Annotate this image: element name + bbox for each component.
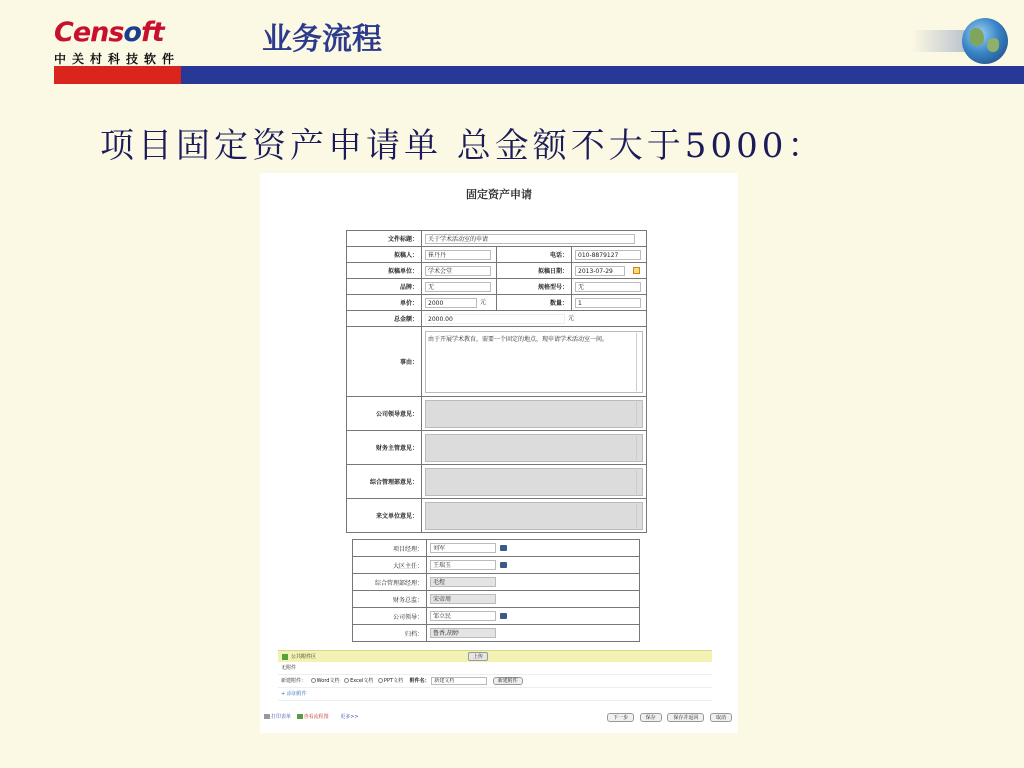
new-attachment-button[interactable]: 新建附件 <box>493 677 523 685</box>
approver-label: 综合管理部经理： <box>353 574 427 591</box>
logo-subtitle: 中关村科技软件 <box>54 52 181 66</box>
radio-ppt-label: PPT文档 <box>383 678 403 684</box>
unit-label: 拟稿单位： <box>347 263 422 279</box>
leader-opinion-label: 公司领导意见： <box>347 397 422 431</box>
total-label: 总金额： <box>347 311 422 327</box>
save-button[interactable]: 保存 <box>640 713 662 722</box>
approver-row <box>353 574 640 591</box>
new-attachment-label: 新建附件： <box>281 678 307 684</box>
admin-opinion-label: 综合管理部意见： <box>347 465 422 499</box>
leader-opinion-textarea <box>425 400 643 428</box>
drafter-input[interactable]: 崔丹丹 <box>425 250 491 260</box>
phone-label: 电话： <box>497 247 572 263</box>
brand-input[interactable]: 无 <box>425 282 491 292</box>
header-red-bar <box>54 66 181 84</box>
attachment-icon <box>282 654 288 660</box>
reason-label: 事由： <box>347 327 422 397</box>
radio-excel[interactable] <box>344 678 349 683</box>
user-picker-icon[interactable] <box>500 613 507 619</box>
approver-label: 归档： <box>353 625 427 642</box>
approver-label: 大区主任： <box>353 557 427 574</box>
next-button[interactable]: 下一步 <box>607 713 634 722</box>
attachment-header <box>278 650 712 662</box>
reason-scrollbar[interactable] <box>636 333 641 391</box>
footer-buttons <box>603 712 732 724</box>
attachment-name-label: 附件名： <box>409 678 430 684</box>
application-form <box>346 230 647 533</box>
flowchart-icon <box>297 714 303 719</box>
calendar-icon[interactable] <box>633 267 640 274</box>
price-unit: 元 <box>480 299 487 307</box>
brand-label: 品牌： <box>347 279 422 295</box>
user-picker-icon[interactable] <box>500 545 507 551</box>
price-input[interactable]: 2000 <box>425 298 477 308</box>
approver-input[interactable]: 王瑞玉 <box>430 560 496 570</box>
print-link[interactable]: 打印表单 <box>271 714 292 720</box>
no-attachment-text: 无附件 <box>278 662 712 675</box>
upload-button[interactable]: 上传 <box>468 652 488 661</box>
unit-input[interactable]: 学术会堂 <box>425 266 491 276</box>
approver-input[interactable]: 刘军 <box>430 543 496 553</box>
approver-row <box>353 625 640 642</box>
form-footer <box>264 711 734 723</box>
globe-icon <box>912 16 1012 66</box>
header-blue-bar <box>181 66 1024 84</box>
attachment-area <box>278 650 712 701</box>
user-picker-icon[interactable] <box>500 562 507 568</box>
approver-row <box>353 591 640 608</box>
doc-title-label: 文件标题： <box>347 231 422 247</box>
date-label: 拟稿日期： <box>497 263 572 279</box>
finance-opinion-label: 财务主管意见： <box>347 431 422 465</box>
printer-icon <box>264 714 270 719</box>
approver-row <box>353 608 640 625</box>
radio-word-label: Word文档 <box>316 678 340 684</box>
approver-label: 财务总监： <box>353 591 427 608</box>
censoft-logo <box>54 18 182 67</box>
form-screenshot <box>260 173 738 733</box>
radio-ppt[interactable] <box>378 678 383 683</box>
cancel-button[interactable]: 取消 <box>710 713 732 722</box>
admin-opinion-textarea <box>425 468 643 496</box>
approver-input: 宋帝周 <box>430 594 496 604</box>
approvers-table <box>352 539 640 642</box>
slide-title: 业务流程 <box>262 22 382 57</box>
approver-input: 毛煜 <box>430 577 496 587</box>
approver-label: 项目经理： <box>353 540 427 557</box>
approver-row <box>353 540 640 557</box>
total-value: 2000.00 <box>425 314 565 324</box>
model-input[interactable]: 无 <box>575 282 641 292</box>
form-title: 固定资产申请 <box>466 188 532 201</box>
incoming-opinion-label: 来文单位意见： <box>347 499 422 533</box>
reason-textarea[interactable] <box>425 331 643 393</box>
attachment-name-input[interactable]: 新建文档 <box>431 677 487 685</box>
qty-input[interactable]: 1 <box>575 298 641 308</box>
approver-input: 鲁香,胡婷 <box>430 628 496 638</box>
model-label: 规格型号： <box>497 279 572 295</box>
add-attachment-link[interactable]: + 添加附件 <box>278 688 712 701</box>
flowchart-link[interactable]: 查看流程图 <box>303 714 329 720</box>
qty-label: 数量： <box>497 295 572 311</box>
finance-opinion-textarea <box>425 434 643 462</box>
reason-text: 由于开展学术教育，需要一个固定的地点，现申请学术活动室一间。 <box>428 335 609 343</box>
doc-title-input[interactable]: 关于学术活动室的申请 <box>425 234 635 244</box>
radio-excel-label: Excel文档 <box>350 678 374 684</box>
phone-input[interactable]: 010-8879127 <box>575 250 641 260</box>
incoming-opinion-textarea <box>425 502 643 530</box>
radio-word[interactable] <box>311 678 316 683</box>
new-attachment-row <box>278 675 712 688</box>
total-unit: 元 <box>568 315 575 323</box>
attachment-header-label: 公共附件区 <box>291 654 317 660</box>
slide-heading: 项目固定资产申请单 总金额不大于5000： <box>100 126 826 166</box>
approver-input[interactable]: 邹立民 <box>430 611 496 621</box>
date-input[interactable]: 2013-07-29 <box>575 266 625 276</box>
more-link[interactable]: 更多>> <box>340 714 359 720</box>
save-return-button[interactable]: 保存并返回 <box>667 713 704 722</box>
logo-wordmark: Censoft <box>54 17 164 48</box>
drafter-label: 拟稿人： <box>347 247 422 263</box>
price-label: 单价： <box>347 295 422 311</box>
approver-row <box>353 557 640 574</box>
approver-label: 公司领导： <box>353 608 427 625</box>
